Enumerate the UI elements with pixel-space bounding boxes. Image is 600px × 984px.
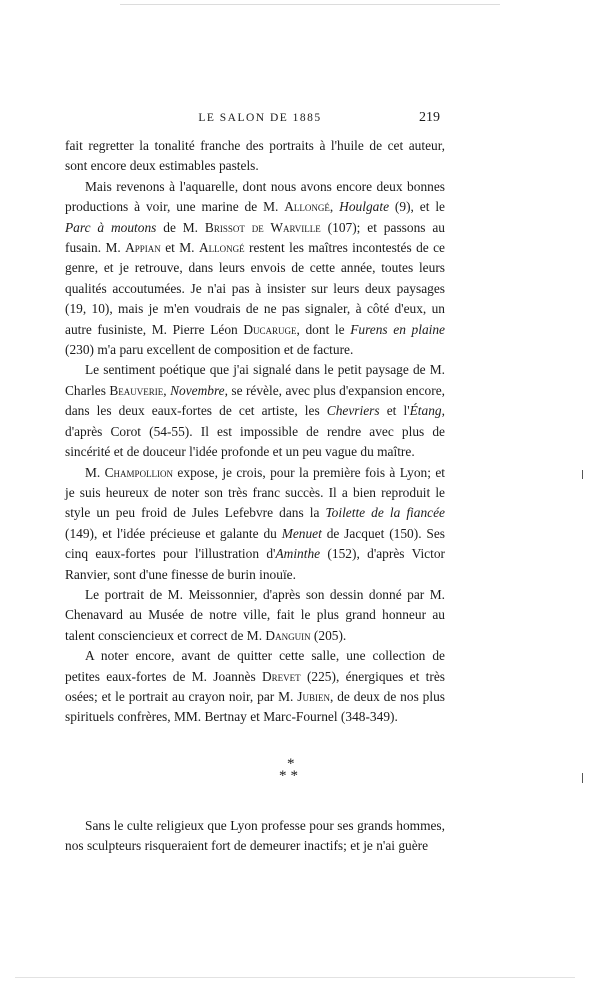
text-run: expose, je crois, pour la première fois à Lyon; et je suis heureux de noter son très franc succès. Il a bien reproduit le style un peu froid de Jules Lefebvre dans la [65, 464, 445, 521]
artist-name: Allongé [284, 199, 330, 215]
text-run: (107); et passons au fusain. M. [65, 219, 445, 256]
body-text [65, 136, 445, 857]
paragraph [65, 646, 445, 728]
artist-name: Beauverie [109, 382, 164, 398]
text-run: de M. [156, 219, 205, 235]
text-run: (152), d'après Victor Ranvier, sont d'une finesse de burin inouïe. [65, 546, 445, 582]
text-run: Le sentiment poétique que j'ai signalé dans le petit paysage de M. Charles [65, 362, 445, 398]
scan-edge-line [120, 4, 500, 5]
artist-name: Drevet [261, 668, 301, 684]
text-run: de Jacquet (150). Ses cinq eaux-fortes pour l'illustration d' [65, 525, 445, 562]
text-run: et M. [160, 240, 199, 256]
artist-name: Allongé [198, 240, 245, 256]
text-run: , d'après Corot (54-55). Il est impossible de rendre avec plus de sincérité et de douceur l'idée profonde et un peu vague du maître. [65, 403, 445, 460]
text-run: restent les maîtres incontestés de ce genre, et je retrouve, dans leurs envois de cette année, toutes leurs qualités accoutumées. Je n'ai pas à insister sur leurs deux paysages (19, 10), mais je m'en voudrais de ne pas signaler, à côté d'eux, un autre fusiniste, M. Pierre Léon [65, 240, 446, 337]
section-break-asterism [65, 754, 445, 794]
italic-title: Toilette de la fiancée [325, 505, 445, 521]
paragraph [65, 816, 445, 857]
text-run: , [329, 199, 340, 215]
italic-title: Novembre [170, 382, 225, 398]
paragraph [65, 360, 445, 462]
text-run: M. [85, 464, 105, 480]
asterism-bottom: ** [279, 767, 302, 784]
italic-title: Étang [409, 403, 442, 419]
running-head: LE SALON DE 1885 [198, 112, 322, 124]
asterism-top: * [287, 755, 295, 772]
artist-name: Appian [125, 240, 161, 256]
text-run: Le portrait de M. Meissonnier, d'après son dessin donné par M. Chenavard au Musée de notre ville, fait le plus grand honneur au talent consciencieux et correct de M. [65, 586, 445, 643]
paragraph [65, 136, 445, 177]
text-run: A noter encore, avant de quitter cette salle, une collection de petites eaux-fortes de M. Joannès [65, 648, 445, 684]
italic-title: Furens en plaine [350, 321, 445, 337]
text-run: (9), et le [389, 199, 445, 215]
text-run: et l' [379, 403, 410, 419]
text-run: , dont le [296, 321, 351, 337]
margin-mark [582, 470, 583, 479]
italic-title: Chevriers [326, 403, 380, 419]
text-run: , [163, 382, 171, 398]
text-run: (205). [310, 627, 347, 643]
text-run: , de deux de nos plus spirituels confrères, MM. Bertnay et Marc-Fournel (348-349). [65, 688, 445, 725]
italic-title: Menuet [281, 525, 322, 541]
text-run: fait regretter la tonalité franche des portraits à l'huile de cet auteur, sont encore deux estimables pastels. [65, 138, 445, 174]
artist-name: Danguin [265, 627, 311, 643]
text-run: (225), énergiques et très osées; et le portrait au crayon noir, par M. [65, 668, 445, 704]
artist-name: Jubien [297, 688, 330, 704]
artist-name: Brissot de Warville [204, 219, 321, 235]
text-run: , se révèle, avec plus d'expansion encore, dans les deux eaux-fortes de cet artiste, les [65, 382, 445, 419]
paragraph [65, 585, 445, 646]
artist-name: Champollion [104, 464, 174, 480]
italic-title: Parc à moutons [65, 219, 157, 235]
text-run: (230) m'a paru excellent de composition et de facture. [65, 342, 354, 358]
margin-mark [582, 773, 583, 783]
page-number: 219 [419, 110, 440, 125]
text-run: Mais revenons à l'aquarelle, dont nous avons encore deux bonnes productions à voir, une marine de M. [65, 178, 445, 215]
paragraph [65, 463, 445, 585]
text-run: (149), et l'idée précieuse et galante du [65, 525, 282, 541]
paragraph [65, 177, 445, 361]
italic-title: Aminthe [275, 546, 321, 562]
italic-title: Houlgate [339, 199, 390, 215]
scan-edge-line [15, 977, 575, 978]
text-run: Sans le culte religieux que Lyon professe pour ses grands hommes, nos sculpteurs risqueraient fort de demeurer inactifs; et je n'ai guère [65, 817, 445, 854]
artist-name: Ducaruge [243, 321, 297, 337]
